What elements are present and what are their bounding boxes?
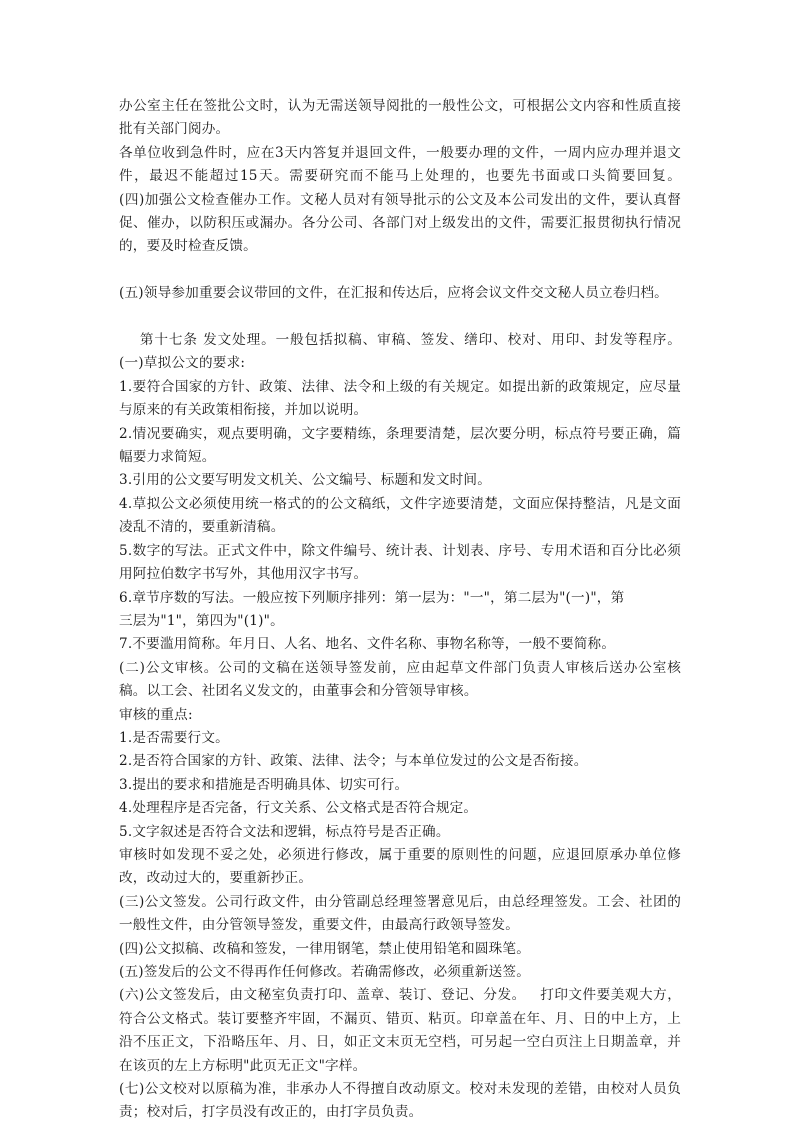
- document-page: [119, 95, 709, 1125]
- paragraph-approval: 办公室主任在签批公文时，认为无需送领导阅批的一般性公文，可根据公文内容和性质直接批有关部门阅办。: [119, 98, 681, 138]
- list-item-continued: 三层为"1"，第四为"(1)"。: [119, 612, 284, 629]
- paragraph-pen-rule: (四)公文拟稿、改稿和签发，一律用钢笔，禁止使用铅笔和圆珠笔。: [119, 940, 531, 957]
- paragraph-review-revision: 审核时如发现不妥之处，必须进行修改，属于重要的原则性的问题，应退回原承办单位修改，改动过大的，要重新抄正。: [119, 846, 681, 887]
- review-focus-heading: 审核的重点:: [119, 706, 193, 723]
- list-item: 5.文字叙述是否符合文法和逻辑，标点符号是否正确。: [119, 823, 450, 840]
- list-item: 6.章节序数的写法。一般应按下列顺序排列：第一层为："一"，第二层为"(一)"，第: [119, 589, 625, 606]
- list-item: 1.是否需要行文。: [119, 729, 229, 746]
- paragraph-printing: (六)公文签发后，由文秘室负责打印、盖章、装订、登记、分发。 打印文件要美观大方，符合公文格式。装订要整齐牢固，不漏页、错页、粘页。印章盖在年、月、日的中上方，上沿不压正文，下沿略压年、月、日，如正文末页无空档，可另起一空白页注上日期盖章，并在该页的左上方标明"此页无正文"字样。: [119, 987, 681, 1074]
- list-item: 1.要符合国家的方针、政策、法律、法令和上级的有关规定。如提出新的政策规定，应尽量与原来的有关政策相衔接，并加以说明。: [119, 378, 681, 419]
- paragraph-no-modification: (五)签发后的公文不得再作任何修改。若确需修改，必须重新送签。: [119, 964, 531, 980]
- list-item: 3.引用的公文要写明发文机关、公文编号、标题和发文时间。: [119, 472, 492, 489]
- paragraph-article-17: 第十七条 发文处理。一般包括拟稿、审稿、签发、缮印、校对、用印、封发等程序。 (一)草拟公文的要求:: [119, 332, 700, 372]
- list-item: 3.提出的要求和措施是否明确具体、切实可行。: [119, 776, 409, 793]
- list-item: 2.是否符合国家的方针、政策、法律、法令；与本单位发过的公文是否衔接。: [119, 753, 588, 770]
- paragraph-proofreading: (七)公文校对以原稿为准，非承办人不得擅自改动原文。校对未发现的差错，由校对人员负责；校对后，打字员没有改正的，由打字员负责。: [119, 1081, 681, 1121]
- list-item: 4.处理程序是否完备，行文关系、公文格式是否符合规定。: [119, 800, 478, 817]
- paragraph-review: (二)公文审核。公司的文稿在送领导签发前，应由起草文件部门负责人审核后送办公室核稿。以工会、社团名义发文的，由董事会和分管领导审核。: [119, 659, 681, 700]
- blank-line: [119, 259, 681, 282]
- list-item: 4.草拟公文必须使用统一格式的的公文稿纸，文件字迹要清楚，文面应保持整洁，凡是文面凌乱不清的，要重新清稿。: [119, 495, 681, 536]
- blank-line: [119, 306, 681, 329]
- list-item: 7.不要滥用简称。年月日、人名、地名、文件名称、事物名称等，一般不要简称。: [119, 636, 616, 653]
- paragraph-signing: (三)公文签发。公司行政文件，由分管副总经理签署意见后，由总经理签发。工会、社团的一般性文件，由分管领导签发，重要文件，由最高行政领导签发。: [119, 893, 681, 934]
- list-item: 2.情况要确实，观点要明确，文字要精练，条理要清楚，层次要分明，标点符号要正确，篇幅要力求简短。: [119, 425, 681, 466]
- paragraph-meeting-documents: (五)领导参加重要会议带回的文件，在汇报和传达后，应将会议文件交文秘人员立卷归档。: [119, 285, 668, 302]
- paragraph-urgent-documents: 各单位收到急件时，应在3天内答复并退回文件，一般要办理的文件，一周内应办理并退文件，最迟不能超过15天。需要研究而不能马上处理的，也要先书面或口头简要回复。 (四)加强公文检查催办工作。文秘人员对有领导批示的公文及本公司发出的文件，要认真督促、催办，以防积压或漏办。各分公司、各部门对上级发出的文件，需要汇报贯彻执行情况的，要及时检查反馈。: [119, 144, 709, 255]
- list-item: 5.数字的写法。正式文件中，除文件编号、统计表、计划表、序号、专用术语和百分比必须用阿拉伯数字书写外，其他用汉字书写。: [119, 542, 681, 583]
